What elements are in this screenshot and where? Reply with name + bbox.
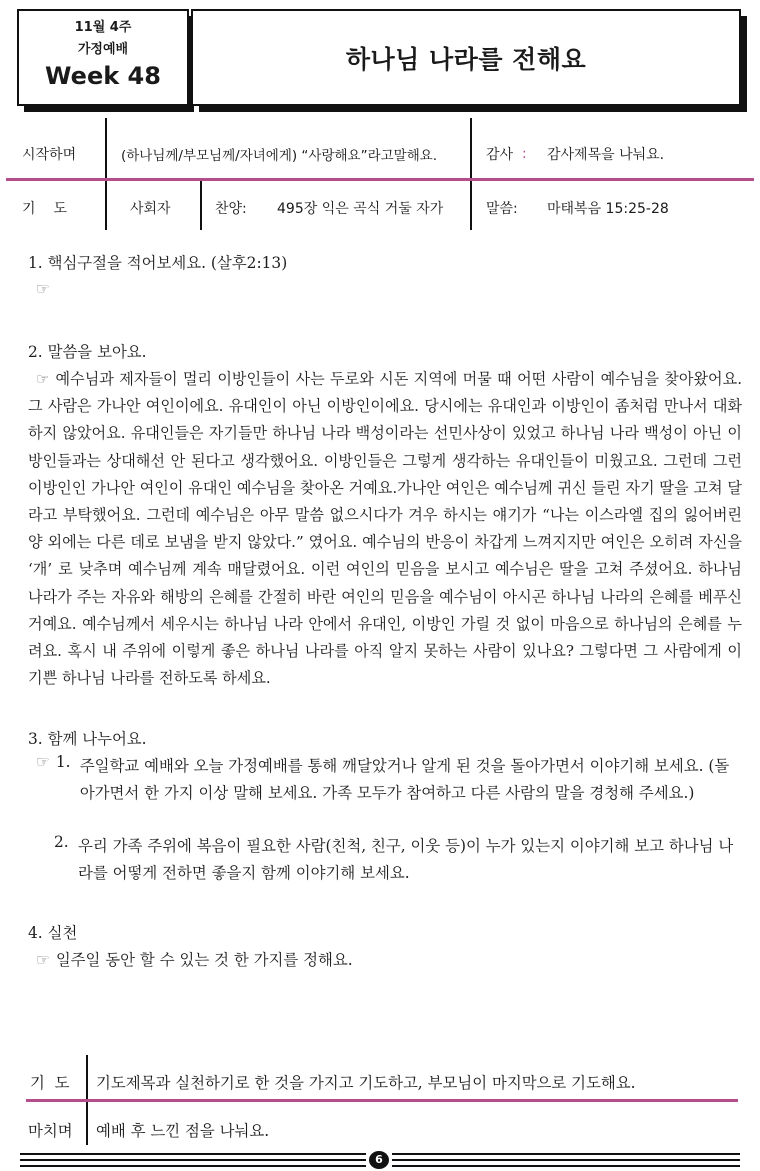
practice-text-line xyxy=(28,947,742,974)
start-description: (하나님께/부모님께/자녀에게) “사랑해요”라고말해요. xyxy=(121,148,438,164)
hymn-label: 찬양: xyxy=(215,201,247,217)
section-title: 4. 실천 xyxy=(28,924,78,943)
prayer-label: 기 도 xyxy=(22,201,67,217)
worship-content xyxy=(28,250,742,974)
section-title: 3. 함께 나누어요. xyxy=(28,730,147,749)
pointing-hand-icon: ☞ xyxy=(36,280,50,298)
question-text: 주일학교 예배와 오늘 가정예배를 통해 깨달았거나 알게 된 것을 돌아가면서 이야기해 보세요. (돌아가면서 한 가지 이상 말해 보세요. 가족 모두가 참여하고 다른 사람의 말을 경청해 주세요.) xyxy=(79,757,730,803)
section-title: 1. 핵심구절을 적어보세요. (살후2:13) xyxy=(28,254,288,272)
worship-order-table xyxy=(0,118,760,230)
worship-type: 가정예배 xyxy=(77,42,129,57)
closing-table xyxy=(0,1055,760,1150)
thanks-label: 감사 xyxy=(486,147,514,163)
page-number: 6 xyxy=(369,1151,389,1169)
accent-rule xyxy=(26,1099,738,1102)
accent-rule xyxy=(6,178,754,181)
footer-rule xyxy=(392,1159,740,1161)
sermon-paragraph xyxy=(28,366,742,692)
closing-end-label: 마치며 xyxy=(28,1122,73,1140)
discussion-question xyxy=(28,753,742,807)
question-text: 우리 가족 주위에 복음이 필요한 사람(친척, 친구, 이웃 등)이 누가 있는지 이야기해 보고 하나님 나라를 어떻게 전하면 좋을지 함께 이야기해 보세요. xyxy=(78,837,734,883)
table-divider xyxy=(200,180,202,230)
week-date: 11월 4주 xyxy=(74,20,132,35)
pointing-hand-icon: ☞ xyxy=(36,370,50,388)
footer-rule xyxy=(392,1153,740,1155)
word-label: 말씀: xyxy=(486,201,518,217)
footer-rule xyxy=(20,1165,366,1167)
week-number: Week 48 xyxy=(45,62,161,90)
footer-rule xyxy=(20,1159,366,1161)
answer-line xyxy=(28,277,742,301)
start-label: 시작하며 xyxy=(22,147,77,163)
hymn-value: 495장 익은 곡식 거둘 자가 xyxy=(277,201,444,217)
footer-rule xyxy=(392,1165,740,1167)
section-title: 2. 말씀을 보아요. xyxy=(28,343,147,361)
pointing-hand-icon: ☞ xyxy=(36,753,50,772)
discussion-question xyxy=(28,833,742,887)
pointing-hand-icon: ☞ xyxy=(36,951,50,970)
leader-label: 사회자 xyxy=(130,201,171,217)
table-divider xyxy=(470,118,472,230)
sermon-text: 예수님과 제자들이 멀리 이방인들이 사는 두로와 시돈 지역에 머물 때 어떤 사람이 예수님을 찾아왔어요. 그 사람은 가나안 여인이에요. 유대인이 아닌 이방인이에요. 당시에는 유대인과 이방인이 좀처럼 만나서 대화하지 않았어요. 유대인들은 자기들만 하나님 나라 백성이라는 선민사상이 있었고 하나님 나라 백성이 아닌 이방인들과는 상대해선 안 된다고 생각했어요. 이방인들은 그렇게 생각하는 유대인들이 미웠고요. 그런데 그런 이방인인 가나안 여인이 유대인 예수님을 찾아온 거예요.가나안 여인은 예수님께 귀신 들린 자기 딸을 고쳐 달라고 부탁했어요. 그런데 예수님은 아무 말씀 없으시다가 겨우 하시는 얘기가 “나는 이스라엘 집의 잃어버린 양 외에는 다른 데로 보냄을 받지 않았다.” 였어요. 예수님의 반응이 차갑게 느껴지지만 여인은 오히려 자신을 ‘개’ 로 낮추며 예수님께 계속 매달렸어요. 이런 여인의 믿음을 보시고 예수님은 딸을 고쳐 주셨어요. 하나님 나라가 주는 자유와 해방의 은혜를 간절히 바란 여인의 믿음을 예수님이 아시곤 하나님 나라의 은혜를 베푸신 거예요. 예수님께서 세우시는 하나님 나라 안에서 유대인, 이방인 가릴 것 없이 마음으로 하나님의 은혜를 누려요. 혹시 내 주위에 이렇게 좋은 하나님 나라를 아직 알지 못하는 사람이 있나요? 그렇다면 그 사람에게 이 기쁜 하나님 나라를 전하도록 하세요. xyxy=(28,370,742,688)
practice-text: 일주일 동안 할 수 있는 것 한 가지를 정해요. xyxy=(55,951,353,970)
table-divider xyxy=(105,118,107,230)
closing-prayer-text: 기도제목과 실천하기로 한 것을 가지고 기도하고, 부모님이 마지막으로 기도해요. xyxy=(96,1074,636,1092)
word-value: 마태복음 15:25-28 xyxy=(547,201,669,217)
thanks-colon: : xyxy=(522,146,527,162)
footer-rule xyxy=(20,1153,366,1155)
closing-prayer-label: 기 도 xyxy=(30,1074,70,1092)
page-title: 하나님 나라를 전해요 xyxy=(345,44,587,74)
week-box xyxy=(17,9,189,106)
question-number: 2. xyxy=(54,833,69,852)
question-number: 1. xyxy=(55,753,71,772)
title-box xyxy=(191,9,741,106)
closing-end-text: 예배 후 느낀 점을 나눠요. xyxy=(96,1122,270,1140)
thanks-description: 감사제목을 나눠요. xyxy=(547,147,665,163)
